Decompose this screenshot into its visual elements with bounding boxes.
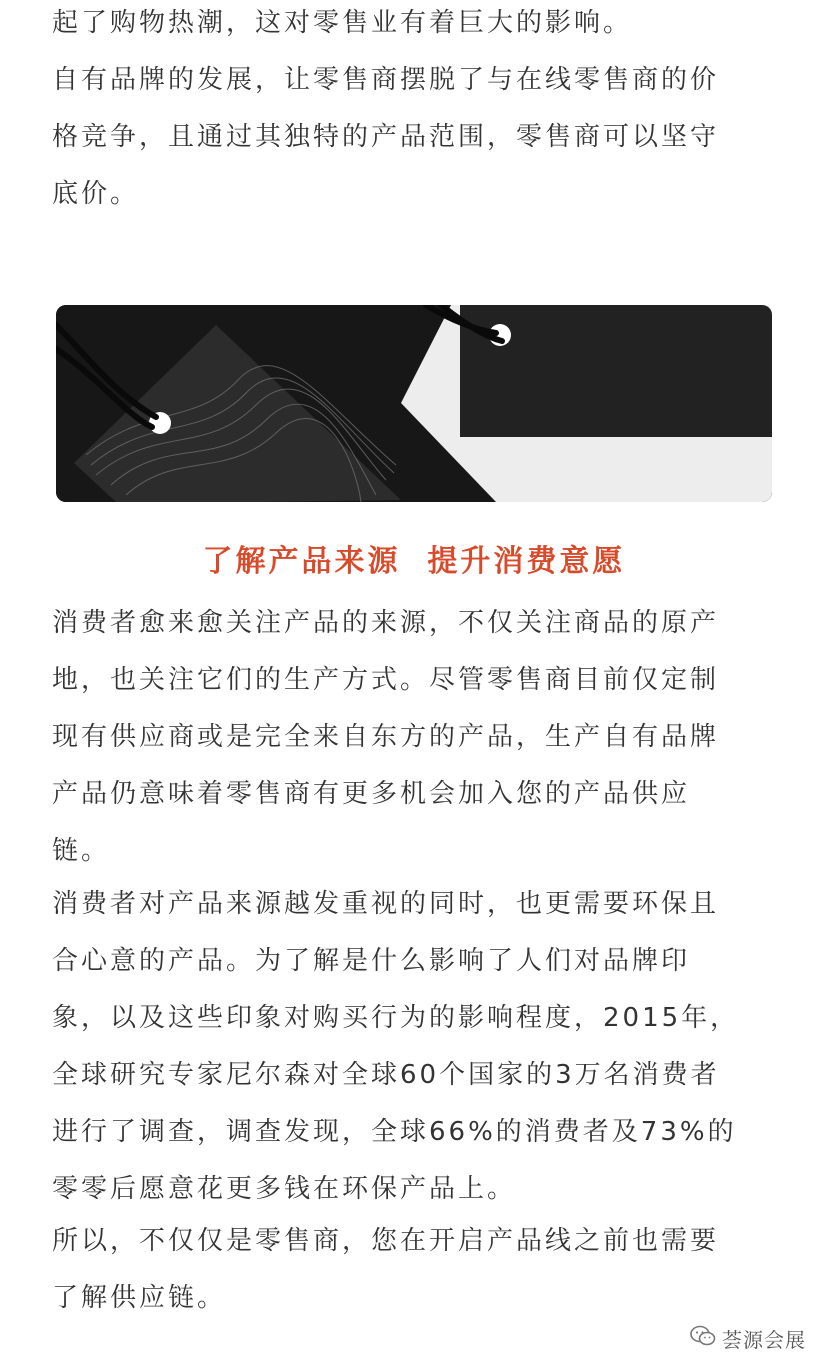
paragraph-4: 消费者对产品来源越发重视的同时，也更需要环保且 合心意的产品。为了解是什么影响了人们对品牌印 象，以及这些印象对购买行为的影响程度，2015年， 全球研究专家尼尔森对全球60个国家的3万名消费者 进行了调查，调查发现，全球66%的消费者及73%的 零零后愿意花更多钱在环保产品上。	[52, 889, 740, 1204]
paragraph-5: 所以，不仅仅是零售商，您在开启产品线之前也需要 了解供应链。	[52, 1226, 720, 1313]
section-heading: 了解产品来源 提升消费意愿	[202, 544, 626, 579]
paragraph-2: 自有品牌的发展，让零售商摆脱了与在线零售商的价 格竞争，且通过其独特的产品范围，零售商可以坚守 底价。	[52, 65, 720, 209]
account-name: 荟源会展	[722, 1327, 806, 1352]
wechat-icon	[690, 1325, 716, 1351]
paragraph-1: 起了购物热潮，这对零售业有着巨大的影响。	[52, 8, 633, 38]
paragraph-3: 消费者愈来愈关注产品的来源，不仅关注商品的原产 地，也关注它们的生产方式。尽管零售商目前仅定制 现有供应商或是完全来自东方的产品，生产自有品牌 产品仍意味着零售商有更多机会加入您的产品供应 链。	[52, 608, 720, 866]
hang-tags-image	[56, 305, 772, 502]
account-watermark	[690, 1320, 806, 1356]
